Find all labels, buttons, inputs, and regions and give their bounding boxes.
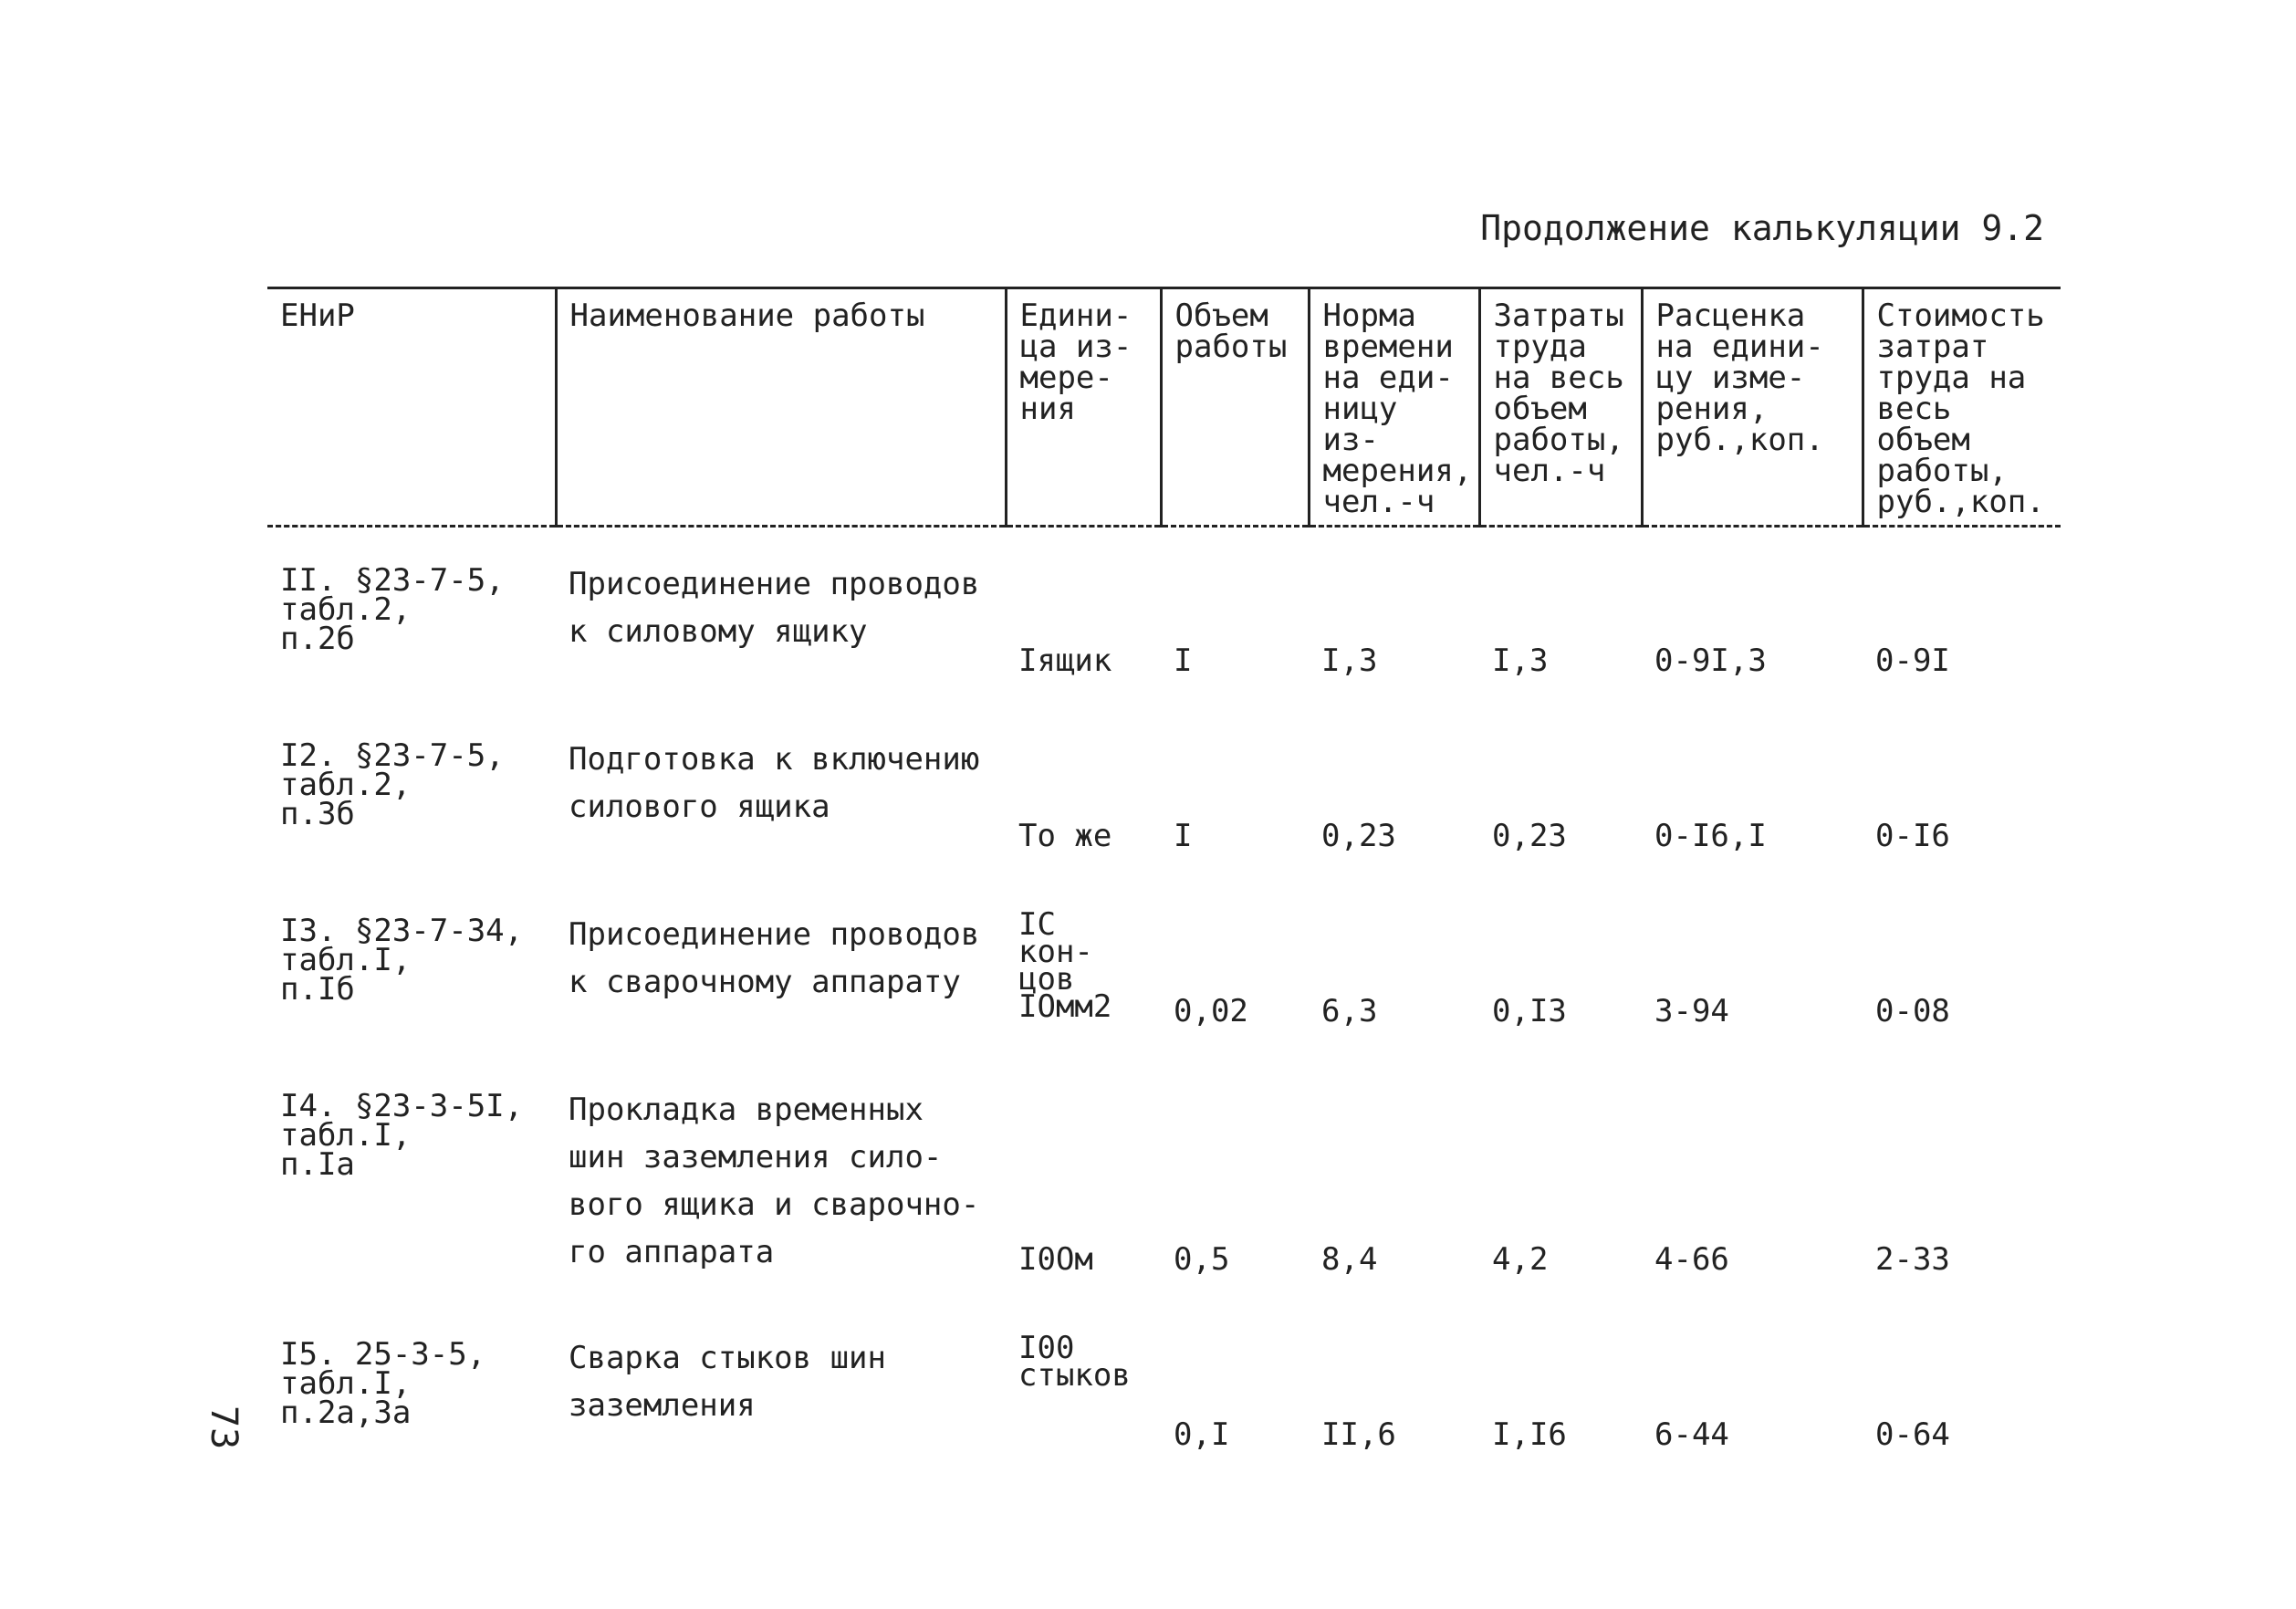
cell-cost: 2-33: [1875, 1241, 1950, 1278]
header-rate: Расценка на едини- цу изме- рения, руб.,коп.: [1642, 288, 1863, 527]
cell-volume: I: [1174, 818, 1193, 854]
header-volume: Объем работы: [1161, 288, 1309, 527]
cell-rate: 0-9I,3: [1654, 643, 1767, 679]
cell-unit: То же: [1018, 818, 1112, 854]
cell-work-name: Сварка стыков шин заземления: [569, 1340, 886, 1424]
calculation-table: [267, 287, 2061, 1477]
cell-work-name: Подготовка к включению силового ящика: [569, 741, 980, 825]
cell-labor: 0,23: [1492, 818, 1567, 854]
table-row: [267, 1301, 2061, 1477]
cell-labor: 0,I3: [1492, 993, 1567, 1029]
table-caption: Продолжение калькуляции 9.2: [1480, 208, 2044, 248]
table-row: [267, 878, 2061, 1053]
cell-enir: II. §23-7-5, табл.2, п.2б: [280, 562, 505, 657]
table-row: [267, 703, 2061, 878]
cell-rate: 3-94: [1654, 993, 1729, 1029]
cell-volume: 0,I: [1174, 1416, 1230, 1453]
cell-time-norm: 0,23: [1321, 818, 1396, 854]
cell-rate: 4-66: [1654, 1241, 1729, 1278]
cell-time-norm: 8,4: [1321, 1241, 1378, 1278]
cell-work-name: Прокладка временных шин заземления сило- вого ящика и сварочно- го аппарата: [569, 1092, 980, 1270]
cell-labor: I,3: [1492, 643, 1549, 679]
header-enir: ЕНиР: [267, 288, 556, 527]
cell-cost: 0-9I: [1875, 643, 1950, 679]
cell-time-norm: II,6: [1321, 1416, 1396, 1453]
cell-enir: I3. §23-7-34, табл.I, п.Iб: [280, 913, 524, 1008]
cell-labor: 4,2: [1492, 1241, 1549, 1278]
table-header-row: [267, 288, 2061, 527]
cell-rate: 6-44: [1654, 1416, 1729, 1453]
cell-volume: 0,02: [1174, 993, 1248, 1029]
cell-cost: 0-I6: [1875, 818, 1950, 854]
page-number: 73: [203, 1405, 245, 1450]
cell-rate: 0-I6,I: [1654, 818, 1767, 854]
table-row: [267, 527, 2061, 704]
table-row: [267, 1053, 2061, 1301]
cell-volume: 0,5: [1174, 1241, 1230, 1278]
cell-volume: I: [1174, 643, 1193, 679]
header-cost: Стоимость затрат труда на весь объем работы, руб.,коп.: [1863, 288, 2061, 527]
cell-enir: I4. §23-3-5I, табл.I, п.Iа: [280, 1088, 524, 1183]
header-work-name: Наименование работы: [556, 288, 1006, 527]
cell-unit: I00 стыков: [1018, 1330, 1131, 1394]
cell-work-name: Присоединение проводов к силовому ящику: [569, 566, 980, 650]
header-unit: Едини- ца из- мере- ния: [1006, 288, 1161, 527]
cell-time-norm: 6,3: [1321, 993, 1378, 1029]
cell-unit: IС кон- цов IОмм2: [1018, 906, 1112, 1025]
cell-cost: 0-64: [1875, 1416, 1950, 1453]
header-time-norm: Норма времени на еди- ницу из- мерения, чел.-ч: [1309, 288, 1479, 527]
cell-enir: I5. 25-3-5, табл.I, п.2а,3а: [280, 1336, 486, 1431]
cell-work-name: Присоединение проводов к сварочному аппарату: [569, 916, 980, 1000]
cell-labor: I,I6: [1492, 1416, 1567, 1453]
header-labor: Затраты труда на весь объем работы, чел.-ч: [1479, 288, 1642, 527]
cell-unit: I0Ом: [1018, 1241, 1093, 1278]
cell-time-norm: I,3: [1321, 643, 1378, 679]
cell-cost: 0-08: [1875, 993, 1950, 1029]
cell-unit: Iящик: [1018, 643, 1112, 679]
cell-enir: I2. §23-7-5, табл.2, п.3б: [280, 737, 505, 832]
